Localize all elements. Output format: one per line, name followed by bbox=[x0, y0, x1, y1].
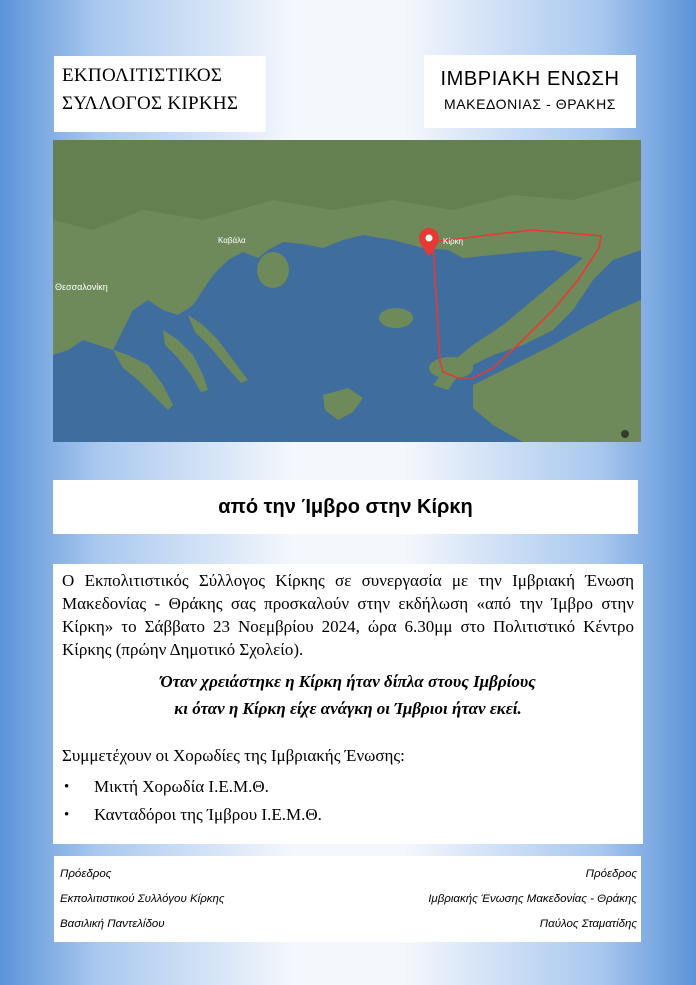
left-organization-line1: ΕΚΠΟΛΙΤΙΣΤΙΚΟΣ bbox=[62, 65, 223, 86]
signatures-box bbox=[54, 856, 641, 942]
list-item bbox=[62, 801, 634, 829]
map-label-kavala: Καβάλα bbox=[218, 236, 246, 245]
choir-name: Μικτή Χορωδία Ι.Ε.Μ.Θ. bbox=[94, 777, 269, 796]
right-organization-box bbox=[424, 55, 636, 128]
route-map bbox=[53, 140, 641, 442]
right-signature-org: Ιμβριακής Ένωσης Μακεδονίας - Θράκης bbox=[428, 893, 637, 905]
invitation-body bbox=[53, 564, 643, 844]
choirs-heading: Συμμετέχουν οι Χορωδίες της Ιμβριακής Ένωσης: bbox=[62, 746, 405, 765]
quote-line-2: κι όταν η Κίρκη είχε ανάγκη οι Ίμβριοι ήταν εκεί. bbox=[174, 699, 522, 718]
right-signature bbox=[428, 862, 637, 937]
left-organization-line2: ΣΥΛΛΟΓΟΣ ΚΙΡΚΗΣ bbox=[62, 93, 239, 114]
list-item bbox=[62, 773, 634, 801]
choir-name: Κανταδόροι της Ίμβρου Ι.Ε.Μ.Θ. bbox=[94, 805, 322, 824]
bullet-icon: • bbox=[64, 807, 70, 823]
bullet-icon: • bbox=[64, 779, 70, 795]
right-signature-name: Παύλος Σταματίδης bbox=[539, 918, 637, 930]
left-signature-name: Βασιλική Παντελίδου bbox=[60, 918, 165, 930]
map-graphic bbox=[53, 140, 641, 442]
left-organization-box bbox=[54, 56, 266, 132]
invitation-paragraph: Ο Εκπολιτιστικός Σύλλογος Κίρκης σε συνεργασία με την Ιμβριακή Ένωση Μακεδονίας - Θράκης σας προσκαλούν στην εκδήλωση «από την Ίμβρο στην Κίρκη» το Σάββατο 23 Νοεμβρίου 2024, ώρα 6.30μμ στο Πολιτιστικό Κέντρο Κίρκης (πρώην Δημοτικό Σχολείο). bbox=[62, 571, 634, 659]
event-title: από την Ίμβρο στην Κίρκη bbox=[53, 480, 638, 534]
quote-line-1: Όταν χρειάστηκε η Κίρκη ήταν δίπλα στους Ιμβρίους bbox=[160, 672, 536, 691]
choirs-list bbox=[62, 773, 634, 829]
right-signature-role: Πρόεδρος bbox=[585, 868, 637, 880]
left-signature-org: Εκπολιτιστικού Συλλόγου Κίρκης bbox=[60, 893, 225, 905]
map-label-thessaloniki: Θεσσαλονίκη bbox=[55, 282, 108, 292]
right-organization-line2: ΜΑΚΕΔΟΝΙΑΣ - ΘΡΑΚΗΣ bbox=[443, 96, 617, 112]
left-signature-role: Πρόεδρος bbox=[60, 868, 112, 880]
left-signature bbox=[60, 862, 225, 937]
right-organization-line1: ΙΜΒΡΙΑΚΗ ΕΝΩΣΗ bbox=[440, 68, 620, 90]
map-label-kirki: Κίρκη bbox=[443, 237, 464, 246]
